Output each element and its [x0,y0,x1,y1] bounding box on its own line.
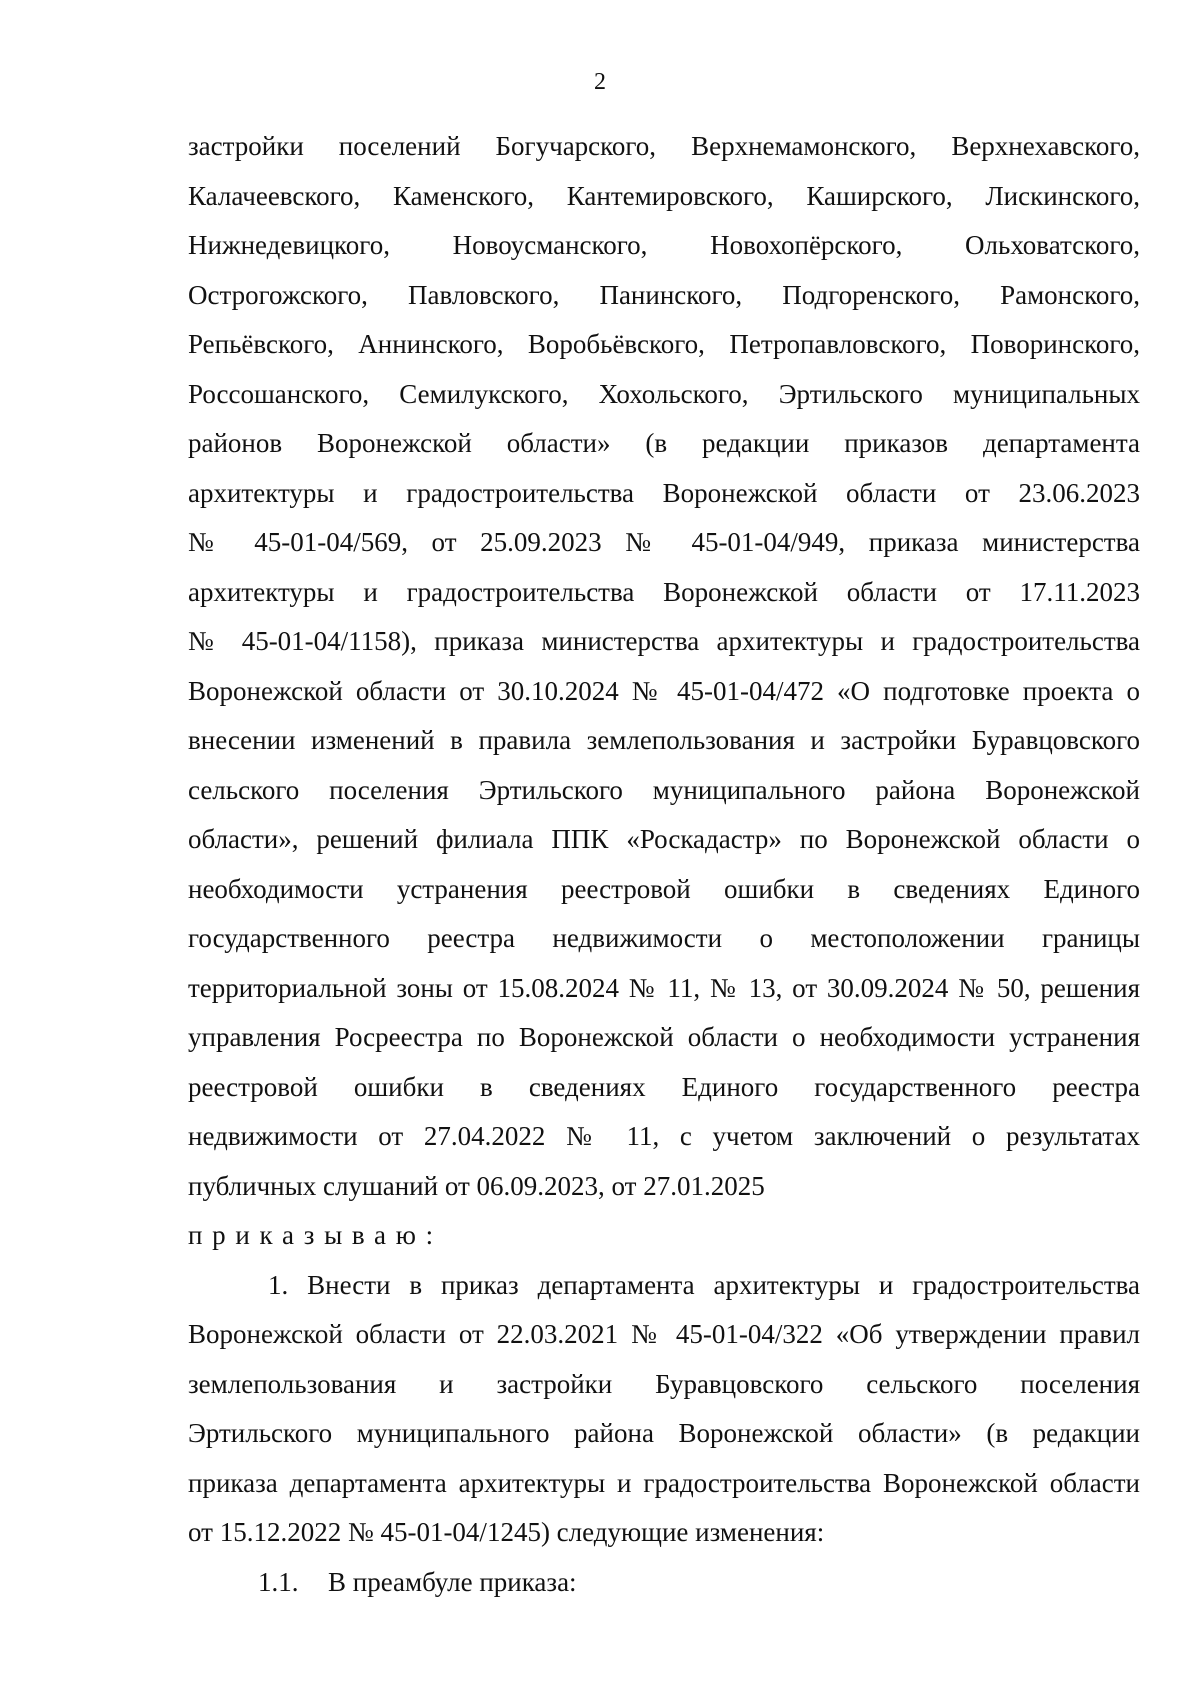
item-1-line: Эртильского муниципального района Воронежской области» (в редакции [188,1418,1140,1448]
text-line: публичных слушаний от 06.09.2023, от 27.01.2025 [188,1170,765,1201]
item-1-line: приказа департамента архитектуры и градостроительства Воронежской области [188,1467,1140,1498]
item-1-line: Воронежской области от 22.03.2021 № 45-01-04/322 «Об утверждении правил [188,1319,1140,1349]
text-line: № 45-01-04/569, от 25.09.2023 № 45-01-04/949, приказа министерства [188,527,1140,557]
item-1-line: 1. Внести в приказ департамента архитектуры и градостроительства [268,1269,1140,1300]
item-1-1-text: В преамбуле приказа: [328,1566,577,1597]
text-line: Острогожского, Павловского, Панинского, Подгоренского, Рамонского, [188,279,1140,310]
text-line: Калачеевского, Каменского, Кантемировского, Каширского, Лискинского, [188,180,1140,211]
text-line: недвижимости от 27.04.2022 № 11, с учетом заключений о результатах [188,1121,1140,1151]
text-line: архитектуры и градостроительства Воронежской области от 17.11.2023 [188,576,1140,607]
text-line: застройки поселений Богучарского, Верхнемамонского, Верхнехавского, [188,131,1140,161]
order-word: приказываю: [188,1220,443,1250]
text-line: управления Росреестра по Воронежской области о необходимости устранения [188,1022,1140,1052]
text-line: № 45-01-04/1158), приказа министерства архитектуры и градостроительства [188,626,1140,656]
text-line: государственного реестра недвижимости о местоположении границы [188,923,1140,953]
text-line: Воронежской области от 30.10.2024 № 45-01-04/472 «О подготовке проекта о [188,675,1140,706]
text-line: необходимости устранения реестровой ошибки в сведениях Единого [188,873,1140,904]
item-1-1-number: 1.1. [258,1566,299,1597]
page-number: 2 [594,69,606,95]
document-body [188,122,1140,1607]
text-line: Репьёвского, Аннинского, Воробьёвского, Петропавловского, Поворинского, [188,329,1140,359]
text-line: архитектуры и градостроительства Воронежской области от 23.06.2023 [188,477,1140,508]
item-1-line: от 15.12.2022 № 45-01-04/1245) следующие изменения: [188,1517,825,1547]
item-1-1 [188,1558,1140,1608]
text-line: Нижнедевицкого, Новоусманского, Новохопёрского, Ольховатского, [188,230,1140,260]
text-line: внесении изменений в правила землепользования и застройки Буравцовского [188,725,1140,755]
text-line: реестровой ошибки в сведениях Единого государственного реестра [188,1071,1140,1102]
text-line: сельского поселения Эртильского муниципального района Воронежской [188,774,1140,805]
text-line: области», решений филиала ППК «Роскадастр» по Воронежской области о [188,824,1140,854]
text-line: территориальной зоны от 15.08.2024 № 11, № 13, от 30.09.2024 № 50, решения [188,972,1140,1003]
text-line: районов Воронежской области» (в редакции приказов департамента [188,428,1140,458]
item-1-line: землепользования и застройки Буравцовского сельского поселения [188,1368,1140,1399]
text-line: Россошанского, Семилукского, Хохольского, Эртильского муниципальных [188,378,1140,409]
